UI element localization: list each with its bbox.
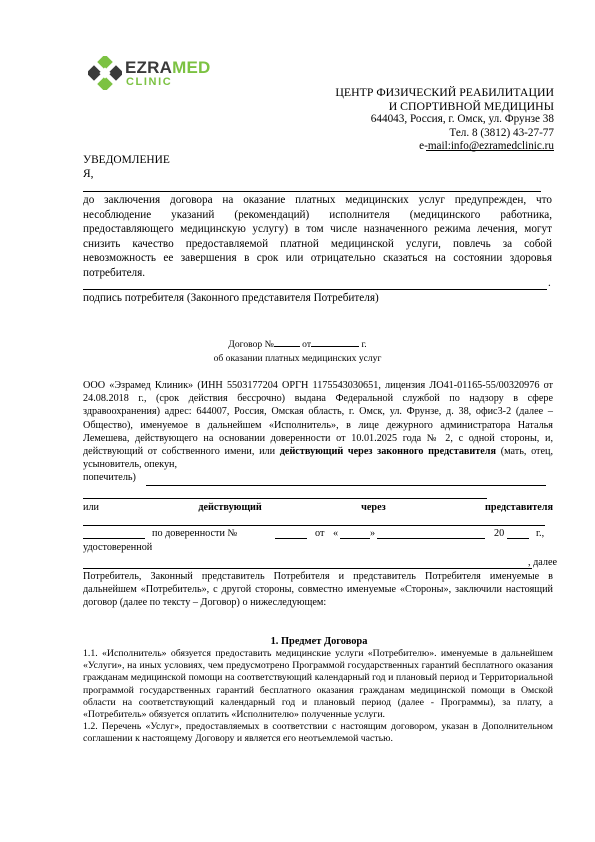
org-email: e-mail:info@ezramedclinic.ru xyxy=(419,140,554,152)
org-phone: Тел. 8 (3812) 43-27-77 xyxy=(449,126,554,139)
poa-year-field[interactable] xyxy=(507,528,529,539)
notice-end-dot: . xyxy=(548,277,551,289)
contract-intro-tail: (мать, отец, усыновитель, опекун, xyxy=(83,446,554,471)
signature-caption: подпись потребителя (Законного представителя Потребителя) xyxy=(83,292,379,304)
poa-label: по доверенности № xyxy=(152,528,238,539)
certified-label: удостоверенной xyxy=(83,542,153,553)
org-name-line2: И СПОРТИВНОЙ МЕДИЦИНЫ xyxy=(388,98,554,113)
contract-number-field[interactable] xyxy=(274,336,300,347)
notice-title: УВЕДОМЛЕНИЕ xyxy=(83,154,170,166)
poa-day-field[interactable] xyxy=(340,528,370,539)
guardian-label: попечитель) xyxy=(83,472,136,483)
poa-century: 20 xyxy=(494,528,505,539)
notice-signature-line[interactable] xyxy=(83,289,547,290)
poa-year-label: г., xyxy=(536,528,545,539)
poa-month-field[interactable] xyxy=(377,528,485,539)
poa-quote-close: » xyxy=(370,528,376,539)
acting-word: действующий xyxy=(198,502,262,513)
poa-representative-field[interactable] xyxy=(83,528,145,539)
notice-body-text: до заключения договора на оказание платных медицинских услуг предупрежден, что несоблюдение указаний (рекомендаций) исполнителя (медицинского работника, предоставляющего медицинскую услугу) в том числе назначенного режима лечения, могут снизить качество предоставляемой платной медицинской услуги, повлечь за собой невозможность ее завершения в срок или отрицательно сказаться на состоянии здоровья потребителя. xyxy=(83,194,552,279)
through-word: через xyxy=(361,502,386,513)
contract-date-field[interactable] xyxy=(311,336,359,347)
representative-row xyxy=(83,502,553,513)
header-divider xyxy=(426,150,554,151)
contract-intro xyxy=(83,379,553,471)
contract-intro-bold: действующий через законного представителя xyxy=(279,446,497,458)
logo-wordmark xyxy=(125,58,210,78)
logo-word-ezra: EZRA xyxy=(125,58,173,77)
notice-body xyxy=(83,193,552,281)
clause-1-2: 1.2. Перечень «Услуг», предоставляемых в соответствии с настоящим договором, указан в Дополнительном соглашении к настоящему Договору и является его неотъемлемой частью. xyxy=(83,721,553,745)
parties-text: Потребитель, Законный представитель Потребителя и представитель Потребителя именуемые в дальнейшем «Потребитель», с другой стороны, совместно именуемые «Стороны», заключили настоящий договор (далее по тексту – Договор) о нижеследующем: xyxy=(83,571,553,609)
contract-title-line xyxy=(0,336,595,352)
contract-heading xyxy=(0,336,595,366)
poa-number-field[interactable] xyxy=(275,528,307,539)
clinic-logo xyxy=(88,52,218,94)
certified-fill-line[interactable] xyxy=(83,568,532,569)
contract-subtitle: об оказании платных медицинских услуг xyxy=(213,353,382,364)
contract-number-label: Договор № xyxy=(228,339,274,350)
representative-fill-line[interactable] xyxy=(83,525,545,526)
contract-intro-text: ООО «Эзрамед Клиник» (ИНН 5503177204 ОРГН 1175543030651, лицензия ЛО41-01165-55/00320976 от 24.08.2018 г., (срок действия бессрочно) выдана Федеральной службой по надзору в сфере здравоохранения) адрес: 644007, Россия, Омская область, г. Омск, ул. Фрунзе, д. 38, офис3-2 (далее – Общество), именуемое в дальнейшем «Исполнитель», в лице дежурного администратора Наталья Лемешева, действующего на основании доверенности от 10.01.2025 года № 2, с одной стороны, и, действующий от собственного имени, или xyxy=(83,380,553,458)
org-header xyxy=(335,86,554,154)
logo-word-med: MED xyxy=(172,58,211,77)
ezramed-logo-icon xyxy=(88,56,122,90)
guardian-fill-line[interactable] xyxy=(146,485,546,486)
poa-from-label: от xyxy=(315,528,325,539)
name-fill-line[interactable] xyxy=(83,191,541,192)
further-label: , далее xyxy=(528,557,558,568)
clause-1-1: 1.1. «Исполнитель» обязуется предоставить медицинские услуги «Потребителю». именуемые в дальнейшем «Услуги», на иных условиях, чем предусмотрено Программой государственных гарантий бесплатного оказания гражданам медицинской помощи на соответствующий календарный год и плановый период и Территориальной программой государственных гарантий бесплатного оказания гражданам медицинской помощи в Омской области на соответствующий календарный год и плановый период (далее - Программы), за плату, а «Потребитель» обязуется оплатить «Исполнителю» полученные услуги. xyxy=(83,648,553,721)
section1-title: 1. Предмет Договора xyxy=(270,636,368,647)
logo-word-clinic: CLINIC xyxy=(126,76,173,88)
notice-ya: Я, xyxy=(83,168,94,180)
representative-word: представителя xyxy=(485,502,553,513)
poa-row xyxy=(83,528,553,542)
poa-quote-open: « xyxy=(333,528,339,539)
section1-body xyxy=(83,648,553,746)
org-address: 644043, Россия, г. Омск, ул. Фрунзе 38 xyxy=(370,113,554,125)
contract-from-label: от xyxy=(302,339,312,350)
org-name-line1: ЦЕНТР ФИЗИЧЕСКИЙ РЕАБИЛИТАЦИИ xyxy=(335,85,554,99)
contract-year-label: г. xyxy=(361,339,367,350)
or-word: или xyxy=(83,502,99,513)
parties-paragraph xyxy=(83,570,553,610)
guardian-fill-line-2[interactable] xyxy=(83,498,487,499)
